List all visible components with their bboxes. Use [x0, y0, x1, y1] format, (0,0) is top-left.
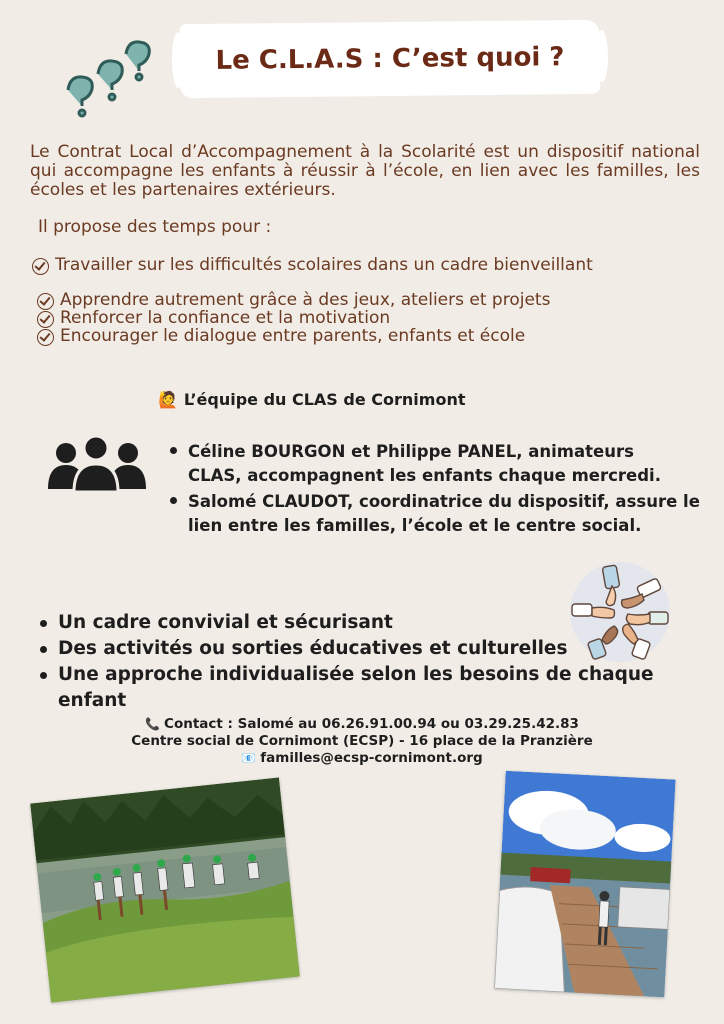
person-raising-hand-icon: 🙋 — [158, 390, 178, 409]
check-circle-icon — [37, 293, 54, 310]
bullet-icon — [170, 447, 177, 454]
check-circle-icon — [32, 258, 49, 275]
email-link[interactable]: familles@ecsp-cornimont.org — [260, 750, 483, 766]
intro-paragraph: Le Contrat Local d’Accompagnement à la Scolarité est un dispositif national qui accompagne les enfants à réussir à l’école, en lien avec les familles, les écoles et les partenaires extérieurs. — [30, 142, 700, 200]
bullet-icon — [170, 497, 177, 504]
feature-item: Une approche individualisée selon les besoins de chaque enfant — [58, 662, 724, 714]
contact-block — [0, 716, 724, 767]
feature-item: Des activités ou sorties éducatives et culturelles — [58, 636, 567, 662]
bullet-icon — [40, 672, 47, 679]
list-item: Apprendre autrement grâce à des jeux, ateliers et projets — [37, 291, 550, 310]
group-people-icon — [36, 434, 156, 494]
contact-line-phone: 📞 Contact : Salomé au 06.26.91.00.94 ou 03.29.25.42.83 — [145, 716, 579, 732]
check-circle-icon — [37, 329, 54, 346]
check-circle-icon — [37, 311, 54, 328]
page-title: Le C.L.A.S : C’est quoi ? — [215, 42, 565, 76]
photo-lake-group — [30, 777, 300, 1002]
bullet-icon — [40, 620, 47, 627]
feature-item: Un cadre convivial et sécurisant — [58, 610, 393, 636]
list-item: Encourager le dialogue entre parents, enfants et école — [37, 327, 525, 346]
question-marks-icon — [60, 40, 160, 120]
title-banner — [180, 20, 601, 98]
propose-label: Il propose des temps pour : — [38, 217, 272, 237]
envelope-icon: 📧 — [241, 751, 257, 765]
bullet-icon — [40, 646, 47, 653]
team-member-item: Céline BOURGON et Philippe PANEL, animateurs CLAS, accompagnent les enfants chaque mercredi. — [188, 440, 688, 488]
team-heading: 🙋 L’équipe du CLAS de Cornimont — [158, 390, 466, 409]
team-hands-icon — [568, 560, 672, 664]
team-member-item: Salomé CLAUDOT, coordinatrice du dispositif, assure le lien entre les familles, l’école et le centre social. — [188, 490, 703, 538]
list-item: Travailler sur les difficultés scolaires dans un cadre bienveillant — [32, 256, 700, 275]
list-item: Renforcer la confiance et la motivation — [37, 309, 390, 328]
photo-boats-pier — [494, 771, 675, 998]
phone-icon: 📞 — [145, 717, 161, 731]
contact-line-email — [0, 750, 724, 767]
contact-line-address: Centre social de Cornimont (ECSP) - 16 place de la Pranzière — [131, 733, 593, 749]
